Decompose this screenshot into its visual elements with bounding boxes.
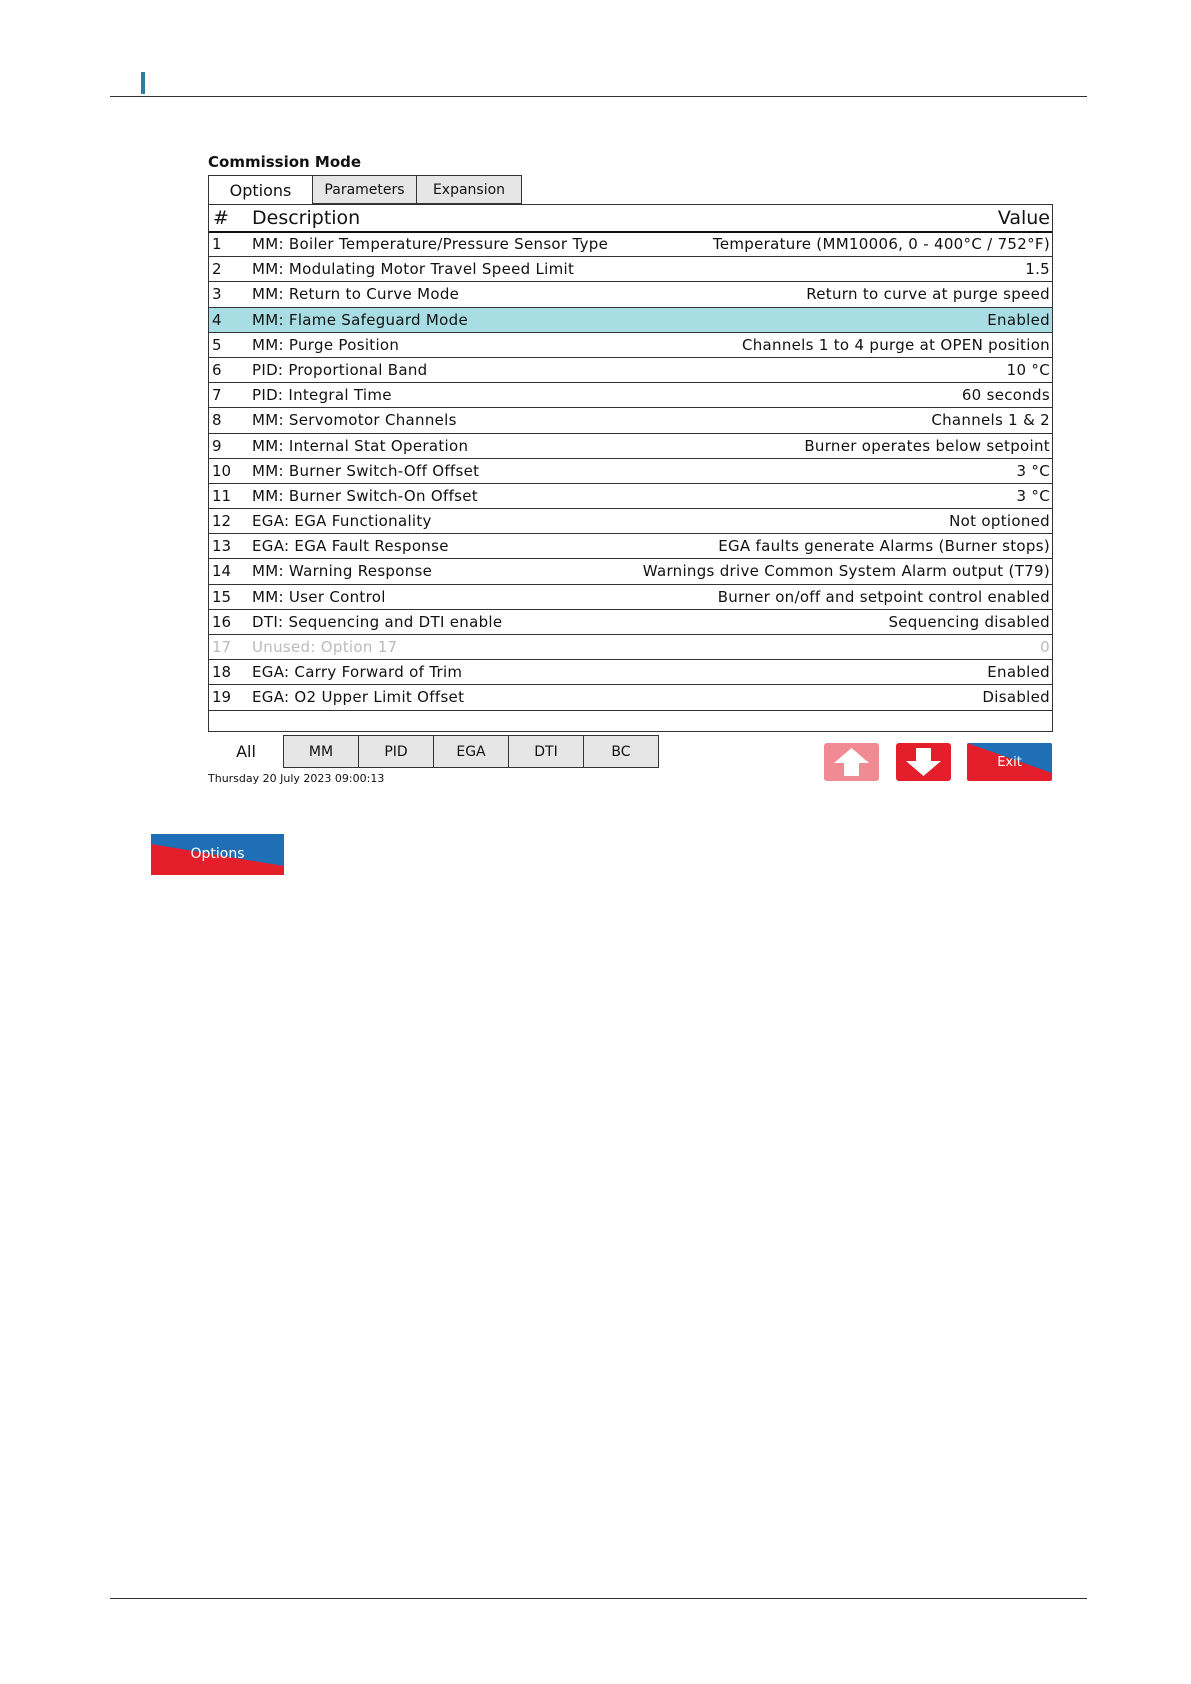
- row-description: PID: Proportional Band: [252, 360, 428, 379]
- table-row[interactable]: [209, 333, 1052, 358]
- row-value: Disabled: [982, 688, 1050, 707]
- row-num: 6: [212, 360, 222, 379]
- row-num: 17: [212, 638, 232, 656]
- row-num: 5: [212, 335, 222, 354]
- row-value: 10 °C: [1006, 360, 1050, 379]
- row-value: 0: [1040, 638, 1050, 656]
- row-description: DTI: Sequencing and DTI enable: [252, 612, 503, 631]
- row-description: MM: Purge Position: [252, 335, 400, 354]
- table-row[interactable]: [209, 534, 1052, 559]
- row-num: 19: [212, 688, 232, 707]
- table-row[interactable]: [209, 257, 1052, 282]
- table-row[interactable]: [209, 660, 1052, 685]
- filter-tab-bc[interactable]: BC: [583, 735, 659, 768]
- row-description: MM: Servomotor Channels: [252, 411, 457, 430]
- row-value: 3 °C: [1016, 486, 1050, 505]
- row-value: Enabled: [987, 310, 1050, 329]
- row-value: Channels 1 & 2: [931, 411, 1050, 430]
- row-description: MM: Return to Curve Mode: [252, 285, 460, 304]
- row-description: EGA: Carry Forward of Trim: [252, 663, 463, 682]
- row-num: 9: [212, 436, 222, 455]
- filter-tab-mm[interactable]: MM: [283, 735, 359, 768]
- table-row[interactable]: [209, 610, 1052, 635]
- row-value: Channels 1 to 4 purge at OPEN position: [741, 335, 1050, 354]
- row-description: MM: User Control: [252, 587, 386, 606]
- row-value: 1.5: [1025, 260, 1050, 279]
- header-accent-mark: [141, 72, 145, 94]
- row-num: 3: [212, 285, 222, 304]
- footer-rule: [110, 1598, 1087, 1599]
- row-num: 2: [212, 260, 222, 279]
- table-row-selected[interactable]: [209, 308, 1052, 333]
- table-row[interactable]: [209, 358, 1052, 383]
- column-header-num: #: [213, 207, 229, 229]
- row-num: 15: [212, 587, 232, 606]
- filter-tab-pid[interactable]: PID: [358, 735, 434, 768]
- row-num: 13: [212, 537, 232, 556]
- row-value: 3 °C: [1016, 461, 1050, 480]
- column-header-value: Value: [997, 207, 1050, 229]
- row-num: 4: [212, 310, 222, 329]
- options-table: [208, 204, 1053, 732]
- table-row[interactable]: [209, 484, 1052, 509]
- table-header: [209, 204, 1052, 233]
- row-value: Warnings drive Common System Alarm output (T79): [642, 562, 1050, 581]
- top-tabs: [208, 175, 523, 204]
- table-row[interactable]: [209, 585, 1052, 610]
- row-description: MM: Internal Stat Operation: [252, 436, 469, 455]
- filter-tab-ega[interactable]: EGA: [433, 735, 509, 768]
- row-description: MM: Boiler Temperature/Pressure Sensor Type: [252, 235, 609, 253]
- row-description: EGA: EGA Fault Response: [252, 537, 449, 556]
- row-description: EGA: O2 Upper Limit Offset: [252, 688, 465, 707]
- row-description: MM: Modulating Motor Travel Speed Limit: [252, 260, 575, 279]
- exit-button[interactable]: [967, 743, 1052, 781]
- screen-title: Commission Mode: [208, 153, 362, 171]
- filter-tab-dti[interactable]: DTI: [508, 735, 584, 768]
- table-row-disabled: [209, 635, 1052, 660]
- filter-tab-all[interactable]: All: [208, 735, 284, 768]
- row-value: Return to curve at purge speed: [806, 285, 1050, 304]
- row-num: 10: [212, 461, 232, 480]
- row-value: Burner operates below setpoint: [804, 436, 1050, 455]
- tab-options[interactable]: Options: [208, 175, 313, 204]
- row-num: 12: [212, 512, 232, 531]
- table-row[interactable]: [209, 459, 1052, 484]
- row-description: EGA: EGA Functionality: [252, 512, 432, 531]
- table-row[interactable]: [209, 383, 1052, 408]
- timestamp: Thursday 20 July 2023 09:00:13: [208, 772, 385, 785]
- table-rows: [209, 232, 1052, 711]
- row-value: Enabled: [987, 663, 1050, 682]
- table-row[interactable]: [209, 434, 1052, 459]
- row-value: Sequencing disabled: [888, 612, 1050, 631]
- scroll-up-button[interactable]: [824, 743, 879, 781]
- row-description: PID: Integral Time: [252, 386, 392, 405]
- row-description: MM: Burner Switch-On Offset: [252, 486, 478, 505]
- options-button[interactable]: [151, 834, 284, 875]
- row-description: Unused: Option 17: [252, 638, 398, 656]
- table-row[interactable]: [209, 232, 1052, 257]
- tab-expansion[interactable]: Expansion: [416, 175, 522, 204]
- row-num: 16: [212, 612, 232, 631]
- table-row[interactable]: [209, 559, 1052, 584]
- options-label: Options: [190, 846, 245, 862]
- column-header-description: Description: [252, 207, 361, 229]
- row-num: 1: [212, 235, 222, 253]
- row-num: 8: [212, 411, 222, 430]
- row-num: 14: [212, 562, 232, 581]
- row-value: Not optioned: [949, 512, 1050, 531]
- row-num: 11: [212, 486, 232, 505]
- row-value: Burner on/off and setpoint control enabled: [717, 587, 1050, 606]
- filter-tabs: [208, 735, 659, 768]
- tab-parameters[interactable]: Parameters: [312, 175, 417, 204]
- row-value: 60 seconds: [961, 386, 1050, 405]
- row-value: EGA faults generate Alarms (Burner stops): [718, 537, 1050, 556]
- scroll-down-button[interactable]: [896, 743, 951, 781]
- table-row[interactable]: [209, 282, 1052, 307]
- row-num: 18: [212, 663, 232, 682]
- table-row[interactable]: [209, 408, 1052, 433]
- row-description: MM: Flame Safeguard Mode: [252, 310, 469, 329]
- arrow-down-icon: [896, 743, 951, 781]
- row-description: MM: Warning Response: [252, 562, 433, 581]
- row-num: 7: [212, 386, 222, 405]
- header-rule: [110, 96, 1087, 97]
- row-value: Temperature (MM10006, 0 - 400°C / 752°F): [712, 235, 1050, 253]
- exit-label: Exit: [997, 755, 1022, 770]
- arrow-up-icon: [824, 743, 879, 781]
- row-description: MM: Burner Switch-Off Offset: [252, 461, 480, 480]
- table-row[interactable]: [209, 509, 1052, 534]
- table-row[interactable]: [209, 685, 1052, 710]
